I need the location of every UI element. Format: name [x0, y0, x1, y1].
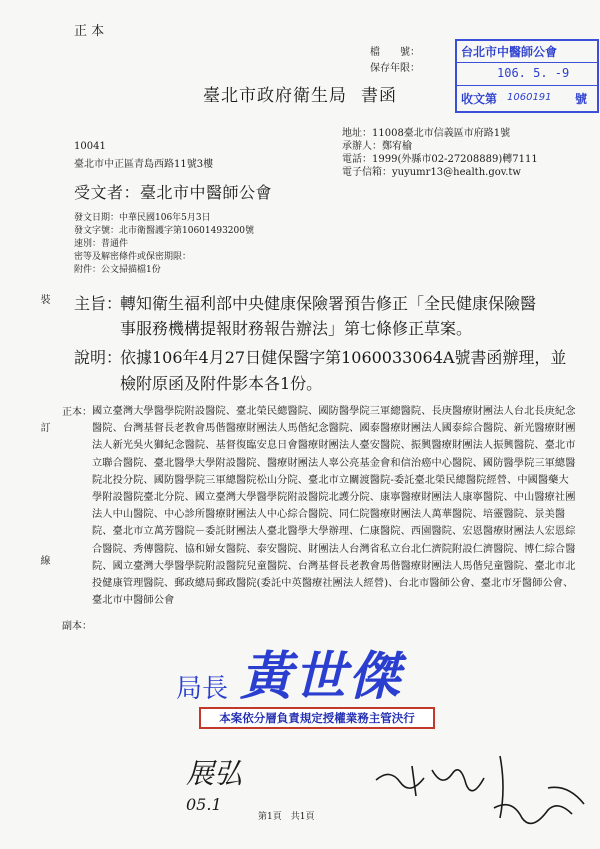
file-no-label: 檔 號：	[370, 47, 420, 58]
handwritten-signature-scribble	[372, 748, 592, 838]
issuing-agency: 臺北市政府衛生局	[203, 86, 347, 106]
stamp-receipt-suffix: 號	[575, 92, 588, 106]
document-kind: 書函	[361, 86, 397, 106]
explanation-line-2: 檢附原函及附件影本各1份。	[120, 374, 323, 393]
stamp-receipt-no: 1060191	[507, 92, 552, 103]
margin-staple: 訂	[38, 422, 49, 432]
stamp-org: 台北市中醫師公會	[461, 45, 558, 59]
subject-line-2: 事服務機構提報財務報告辦法」第七條修正草案。	[120, 319, 473, 338]
handwritten-date: 05.1	[186, 795, 222, 814]
copy-type: 正 本	[74, 24, 105, 39]
secrecy: 密等及解密條件或保密期限：	[74, 252, 192, 262]
page-number: 第1頁 共1頁	[258, 812, 315, 822]
stamp-date: 106. 5. -9	[497, 66, 570, 80]
postal-code: 10041	[74, 141, 106, 152]
subject-line-1: 轉知衛生福利部中央健康保險署預告修正「全民健康保險醫	[120, 294, 537, 313]
doc-number: 發文字號：北市衛醫護字第10601493200號	[74, 226, 254, 236]
margin-line: 線	[38, 555, 49, 565]
contact-phone: 電話：1999(外縣市02-27208889)轉7111	[342, 154, 538, 165]
recipient-address: 臺北市中正區青島西路11號3樓	[74, 159, 214, 170]
stamp-receipt-label: 收文第	[461, 92, 498, 106]
explanation-line-1: 依據106年4月27日健保醫字第1060033064A號書函辦理，並	[120, 348, 567, 367]
attachment: 附件：公文掃描檔1份	[74, 265, 161, 275]
signature-title: 局長	[176, 674, 229, 704]
original-recipients: 國立臺灣大學醫學院附設醫院、臺北榮民總醫院、國防醫學院三軍總醫院、長庚醫療財團法人台北長庚紀念醫院、台灣基督長老教會馬偕醫療財團法人馬偕紀念醫院、國泰醫療財團法人國泰綜合醫院、新光醫療財團法人新光吳火獅紀念醫院、基督復臨安息日會醫療財團法人臺安醫院、振興醫療財團法人振興醫院、臺北市立聯合醫院、臺北醫學大學附設醫院、醫療財團法人辜公亮基金會和信治癌中心醫院、國防醫學院三軍總醫院北投分院、國防醫學院三軍總醫院松山分院、臺北市立關渡醫院-委託臺北榮民總醫院經營、中國醫藥大學附設醫院臺北分院、國立臺灣大學醫學院附設醫院北護分院、康寧醫療財團法人康寧醫院、中山醫療社團法人中山醫院、中心診所醫療財團法人中心綜合醫院、同仁院醫療財團法人萬華醫院、培靈醫院、景美醫院、臺北市立萬芳醫院－委託財團法人臺北醫學大學辦理、仁康醫院、西園醫院、宏恩醫療財團法人宏恩綜合醫院、秀傳醫院、協和婦女醫院、泰安醫院、財團法人台灣省私立台北仁濟院附設仁濟醫院、博仁綜合醫院、國立臺灣大學醫學院附設醫院兒童醫院、台灣基督長老教會馬偕醫療財團法人馬偕兒童醫院、臺北市北投健康管理醫院、郵政總局郵政醫院(委託中英醫療社團法人經營)、台北市醫師公會、臺北市牙醫師公會、臺北市中醫師公會	[92, 406, 576, 607]
signature-name: 黃世傑	[240, 646, 403, 707]
handwritten-note: 展弘	[186, 757, 243, 790]
contact-email: 電子信箱：yuyumr13@health.gov.tw	[342, 167, 521, 178]
copy-label: 副本：	[62, 621, 92, 632]
original-label: 正本：	[62, 407, 92, 418]
issue-date: 發文日期：中華民國106年5月3日	[74, 213, 211, 223]
subject-label: 主旨：	[74, 294, 123, 313]
addressee: 受文者：臺北市中醫師公會	[74, 183, 273, 202]
delegation-stamp: 本案依分層負責規定授權業務主管決行	[199, 707, 435, 729]
received-stamp	[455, 39, 599, 113]
margin-binding: 裝	[38, 294, 49, 304]
speed: 速別：普通件	[74, 239, 129, 249]
contact-handler: 承辦人：鄭宥榆	[342, 141, 412, 152]
contact-address: 地址：11008臺北市信義區市府路1號	[342, 128, 511, 139]
retention-label: 保存年限：	[370, 63, 420, 74]
explanation-label: 說明：	[74, 348, 123, 367]
